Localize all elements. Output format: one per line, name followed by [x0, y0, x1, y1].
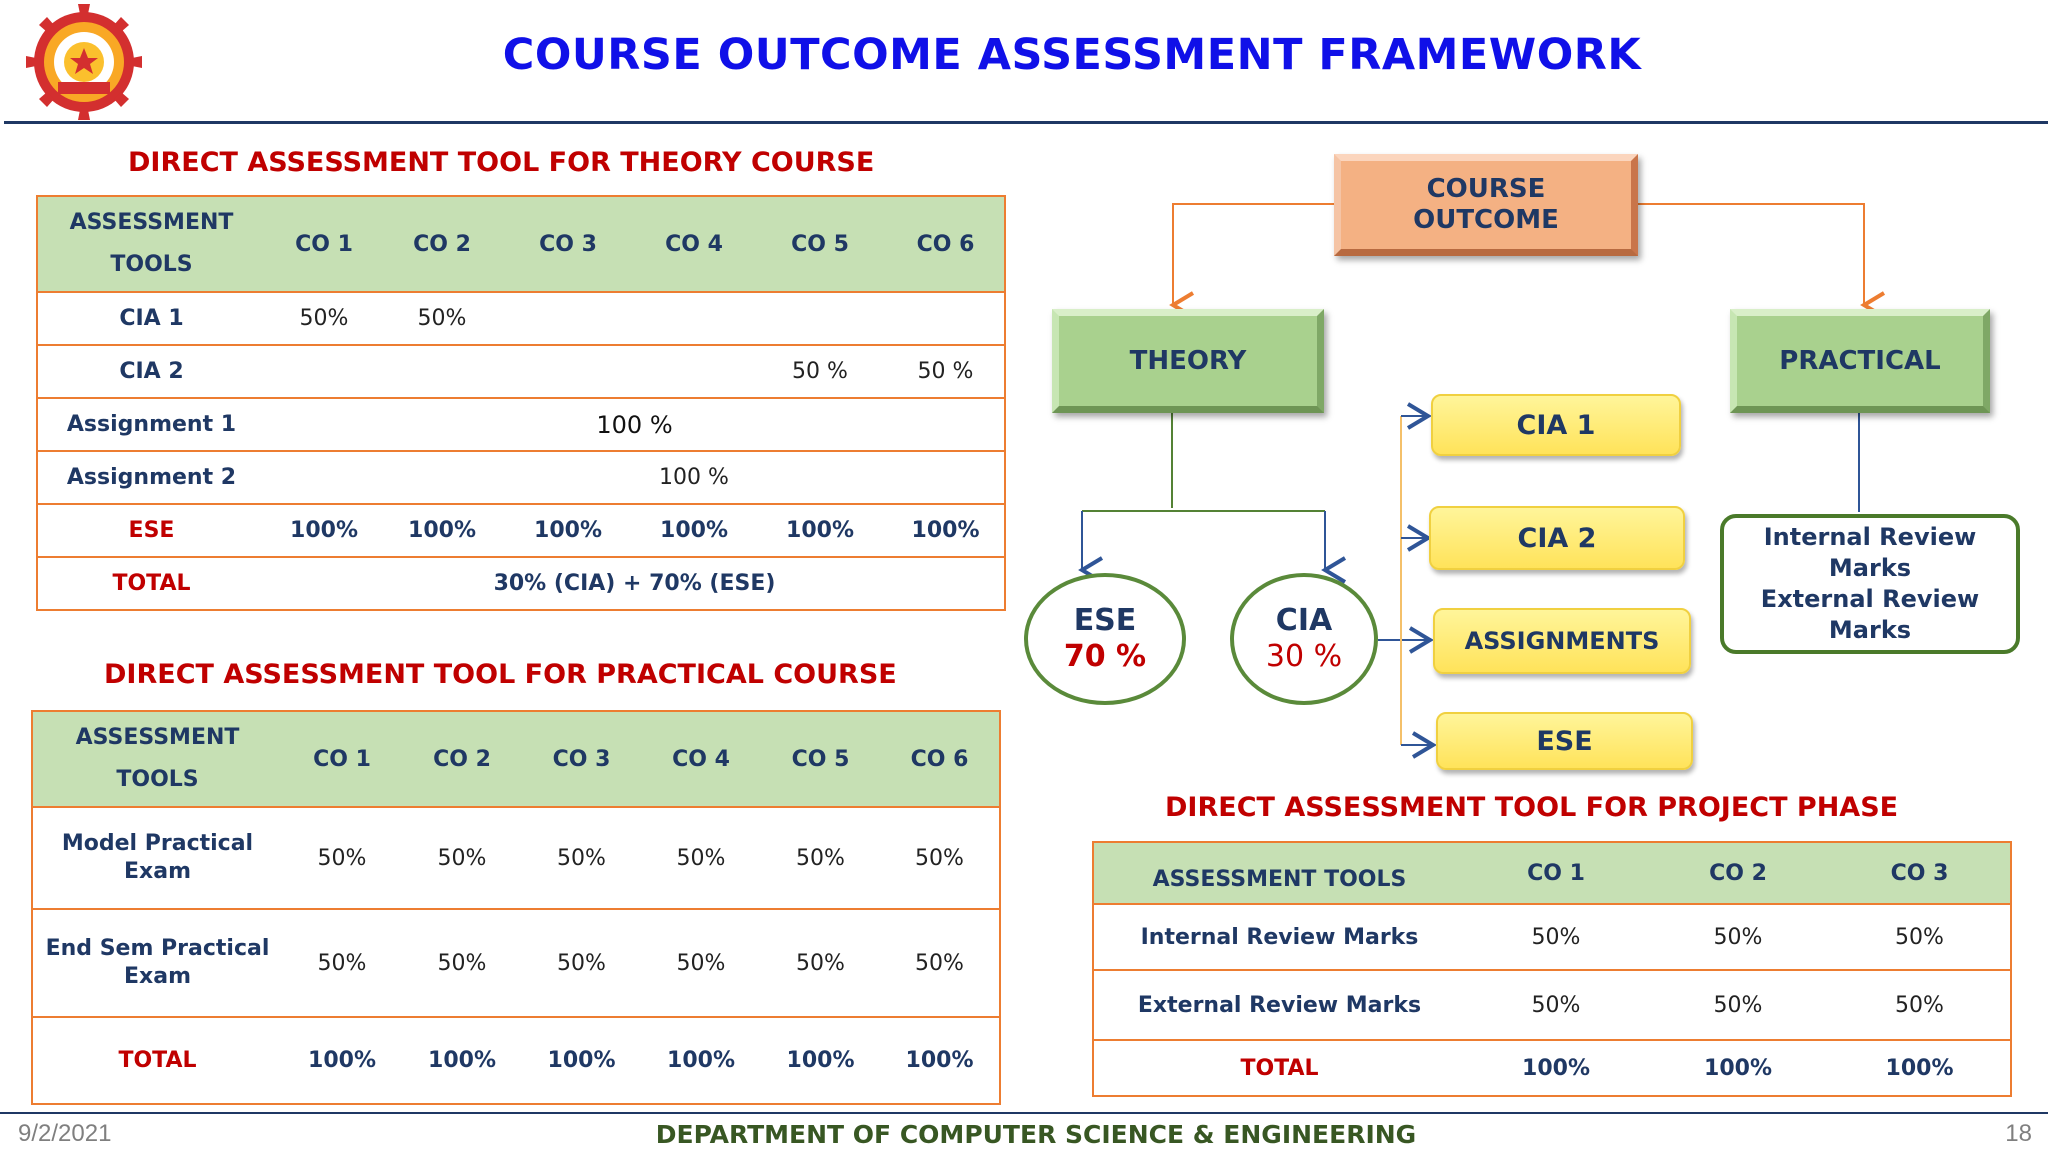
assignments-box: ASSIGNMENTS [1433, 608, 1691, 674]
header-co6: CO 6 [880, 711, 1000, 807]
table-row: End Sem Practical Exam 50% 50% 50% 50% 50% 50% [32, 909, 1000, 1017]
theory-box: THEORY [1052, 309, 1324, 413]
table-row: CIA 1 50% 50% [37, 292, 1005, 345]
header-co2: CO 2 [383, 196, 501, 292]
header-co3: CO 3 [1829, 842, 2011, 904]
header-assessment-tools: ASSESSMENT TOOLS [1093, 842, 1465, 904]
table-row: ESE 100% 100% 100% 100% 100% 100% [37, 504, 1005, 557]
table-row: External Review Marks 50% 50% 50% [1093, 970, 2011, 1040]
header-co2: CO 2 [402, 711, 522, 807]
practical-table [31, 710, 1001, 1105]
header-co1: CO 1 [1465, 842, 1647, 904]
theory-section-title: DIRECT ASSESSMENT TOOL FOR THEORY COURSE [128, 147, 875, 178]
header-co4: CO 4 [635, 196, 753, 292]
footer-date: 9/2/2021 [18, 1120, 112, 1147]
table-row: Assignment 2 100 % [37, 451, 1005, 504]
project-table [1092, 841, 2012, 1097]
header-co6: CO 6 [887, 196, 1005, 292]
header-co4: CO 4 [641, 711, 761, 807]
ese-circle: ESE 70 % [1024, 573, 1186, 705]
header-co5: CO 5 [761, 711, 880, 807]
table-row: Internal Review Marks 50% 50% 50% [1093, 904, 2011, 970]
table-header-row [32, 711, 1000, 807]
table-row: Model Practical Exam 50% 50% 50% 50% 50% 50% [32, 807, 1000, 909]
ese-box: ESE [1436, 712, 1693, 770]
table-header-row [1093, 842, 2011, 904]
table-row: Assignment 1 100 % [37, 398, 1005, 451]
cia2-box: CIA 2 [1429, 506, 1685, 570]
header-co2: CO 2 [1647, 842, 1829, 904]
page-number: 18 [2005, 1120, 2032, 1147]
page-title: COURSE OUTCOME ASSESSMENT FRAMEWORK [502, 30, 1642, 80]
footer-department: DEPARTMENT OF COMPUTER SCIENCE & ENGINEERING [655, 1120, 1417, 1149]
table-header-row [37, 196, 1005, 292]
header-co1: CO 1 [265, 196, 383, 292]
footer-divider [0, 1112, 2048, 1114]
header-co1: CO 1 [282, 711, 402, 807]
cia-circle: CIA 30 % [1230, 573, 1378, 705]
table-row: TOTAL 30% (CIA) + 70% (ESE) [37, 557, 1005, 610]
header-co3: CO 3 [501, 196, 635, 292]
practical-box: PRACTICAL [1730, 309, 1990, 413]
table-row: TOTAL 100% 100% 100% 100% 100% 100% [32, 1017, 1000, 1104]
table-row: TOTAL 100% 100% 100% [1093, 1040, 2011, 1096]
cia1-box: CIA 1 [1431, 394, 1681, 456]
title-divider [4, 121, 2048, 124]
header-assessment-tools: ASSESSMENT TOOLS [37, 196, 265, 292]
header-co5: CO 5 [753, 196, 887, 292]
course-outcome-box: COURSE OUTCOME [1334, 154, 1638, 256]
table-row: CIA 2 50 % 50 % [37, 345, 1005, 398]
header-assessment-tools: ASSESSMENT TOOLS [32, 711, 282, 807]
practical-review-box: Internal Review Marks External Review Marks [1720, 514, 2020, 654]
practical-section-title: DIRECT ASSESSMENT TOOL FOR PRACTICAL COURSE [104, 659, 897, 690]
theory-table [36, 195, 1006, 611]
header-co3: CO 3 [522, 711, 641, 807]
project-section-title: DIRECT ASSESSMENT TOOL FOR PROJECT PHASE [1165, 792, 1899, 823]
